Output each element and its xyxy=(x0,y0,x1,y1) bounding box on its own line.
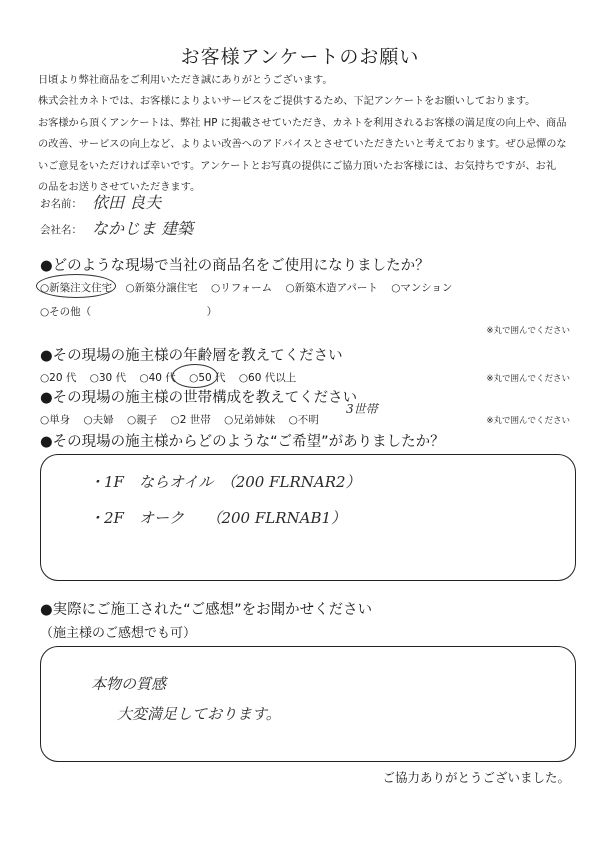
question-household: ●その現場の施主様の世帯構成を教えてください xyxy=(40,390,358,406)
intro-line: お客様から頂くアンケートは、弊社 HP に掲載させていただき、カネトを利用されるお客様の満足度の向上や、商品 xyxy=(38,117,567,129)
option-siblings[interactable]: ○兄弟姉妹 xyxy=(224,414,276,426)
intro-line: いご意見をいただければ幸いです。アンケートとお写真の提供にご協力頂いたお客様には、お気持ちですが、お礼 xyxy=(38,160,557,172)
answer-line: 大変満足しております。 xyxy=(117,705,281,723)
intro-line: 日頃より弊社商品をご利用いただき誠にありがとうございます。 xyxy=(38,75,333,86)
option-condominium[interactable]: ○マンション xyxy=(391,282,453,294)
option-custom-house[interactable]: ○新築注文住宅 xyxy=(40,282,113,294)
question-impressions: ●実際にご施工された“ご感想”をお聞かせください xyxy=(40,602,373,618)
circle-note: ※丸で囲んでください xyxy=(486,416,570,426)
household-options xyxy=(40,412,329,427)
option-wooden-apartment[interactable]: ○新築木造アパート xyxy=(285,282,378,294)
option-60s-plus[interactable]: ○60 代以上 xyxy=(238,372,297,384)
option-renovation[interactable]: ○リフォーム xyxy=(211,282,273,294)
option-built-for-sale[interactable]: ○新築分譲住宅 xyxy=(125,282,198,294)
answer-line: ・1F ならオイル （200 FLRNAR2） xyxy=(89,473,361,491)
option-20s[interactable]: ○20 代 xyxy=(40,372,77,384)
intro-line: の改善、サービスの向上など、よりよい改善へのアドバイスとさせていただきたいと考えております。ぜひ忌憚のな xyxy=(38,139,567,151)
answer-line: ・2F オーク （200 FLRNAB1） xyxy=(89,509,347,527)
selection-circle xyxy=(36,274,116,298)
option-couple[interactable]: ○夫婦 xyxy=(83,414,114,426)
name-label: お名前： xyxy=(40,198,82,210)
name-value[interactable]: 依田 良夫 xyxy=(92,193,162,212)
company-value[interactable]: なかじま 建築 xyxy=(92,219,194,238)
circle-note: ※丸で囲んでください xyxy=(486,326,570,336)
selection-circle xyxy=(172,364,218,388)
question-requests: ●その現場の施主様からどのような“ご希望”がありましたか？ xyxy=(40,434,445,450)
option-other[interactable]: ○その他（ ） xyxy=(40,306,218,318)
answer-line: 本物の質感 xyxy=(91,675,167,693)
option-40s[interactable]: ○40 代 xyxy=(139,372,176,384)
option-30s[interactable]: ○30 代 xyxy=(89,372,127,384)
impressions-subnote: （施主様のご感想でも可） xyxy=(40,626,197,641)
requests-answer-box[interactable] xyxy=(40,454,576,581)
option-parent-child[interactable]: ○親子 xyxy=(127,414,158,426)
intro-line: の品をお送りさせていただきます。 xyxy=(38,182,201,194)
option-unknown[interactable]: ○不明 xyxy=(288,414,319,426)
question-age-group: ●その現場の施主様の年齢層を教えてください xyxy=(40,348,343,364)
option-50s[interactable]: ○50 代 xyxy=(189,372,226,384)
household-handwritten: 3世帯 xyxy=(346,402,378,416)
impressions-answer-box[interactable] xyxy=(40,646,576,762)
company-label: 会社名： xyxy=(40,224,82,236)
closing-message: ご協力ありがとうございました。 xyxy=(382,770,570,785)
intro-line: 株式会社カネトでは、お客様によりよいサービスをご提供するため、下記アンケートをお願いしております。 xyxy=(38,96,536,108)
page-title: お客様アンケートのお願い xyxy=(180,46,420,68)
circle-note: ※丸で囲んでください xyxy=(486,374,570,384)
option-single[interactable]: ○単身 xyxy=(40,414,71,426)
question-site-type: ●どのような現場で当社の商品名をご使用になりましたか？ xyxy=(40,258,430,274)
option-two-generation[interactable]: ○2 世帯 xyxy=(170,414,211,426)
intro-text xyxy=(38,70,578,198)
